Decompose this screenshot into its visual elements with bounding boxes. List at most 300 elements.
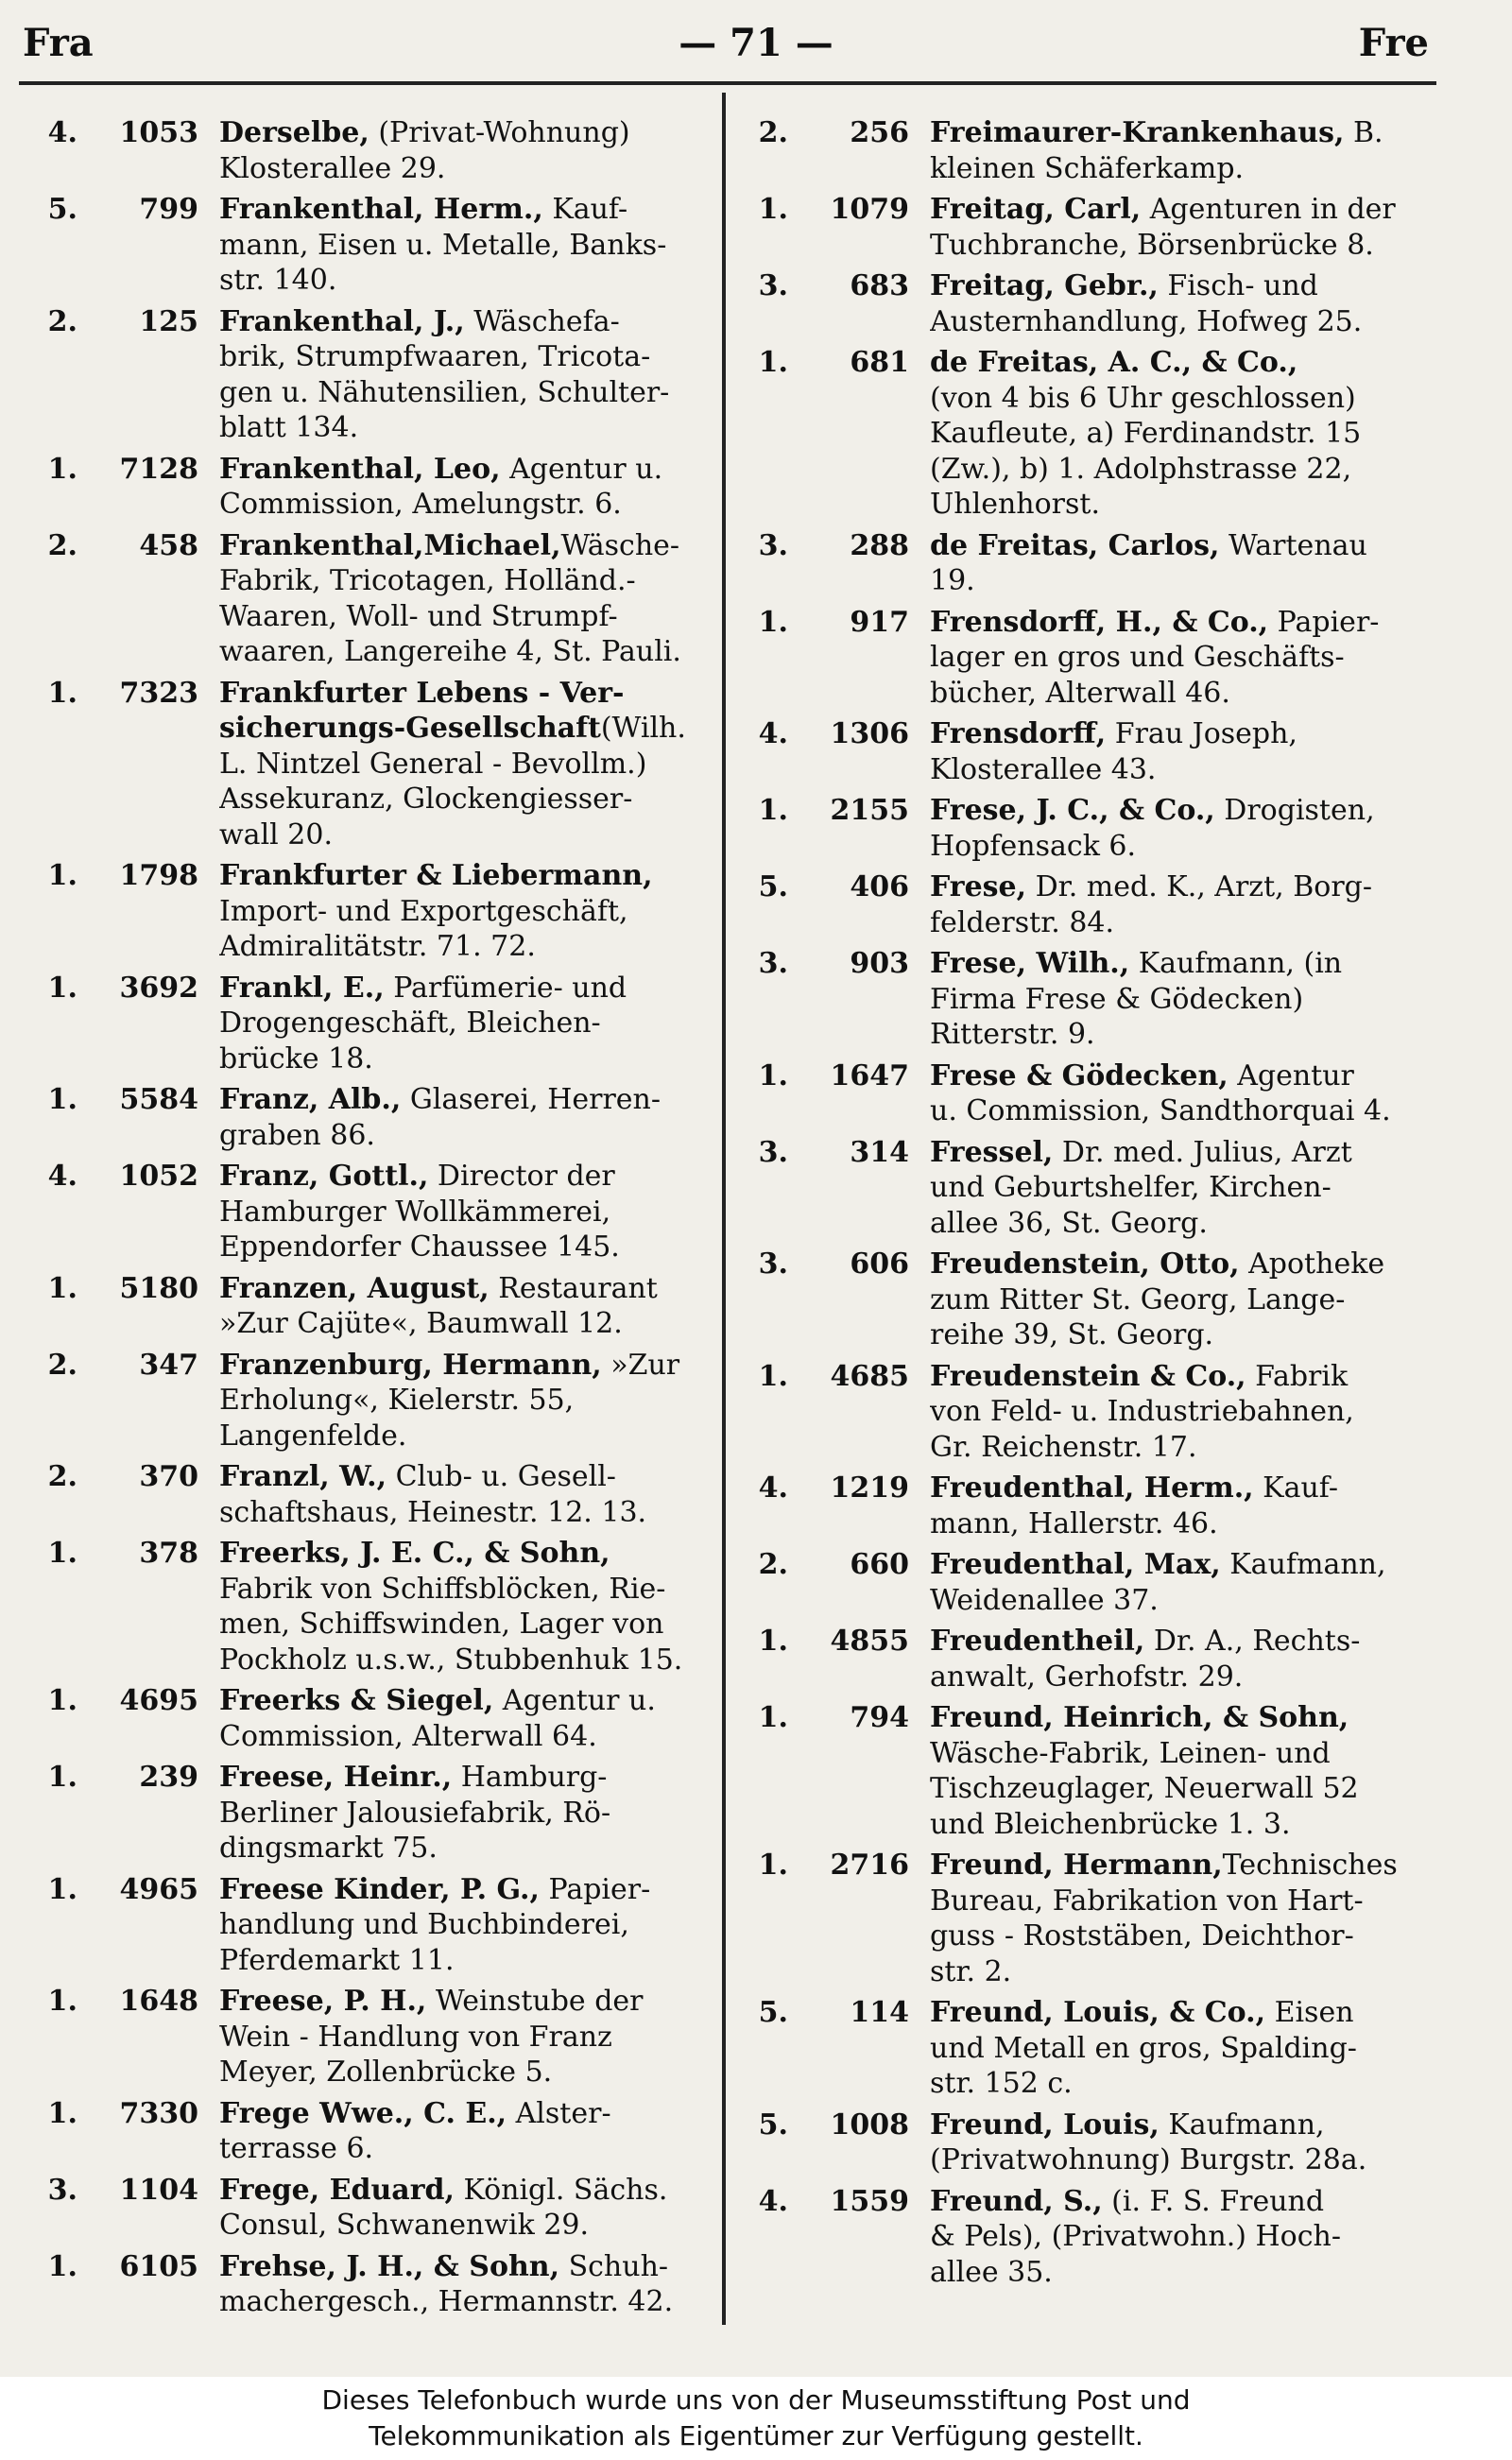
district-code: 1. bbox=[47, 1537, 77, 1570]
district-code: 2. bbox=[47, 1348, 77, 1382]
entry-line bbox=[43, 1118, 714, 1154]
entry-details: Hamburg- bbox=[452, 1761, 608, 1794]
entry-details: (Privat-Wohnung) bbox=[369, 116, 630, 149]
district-code: 2. bbox=[47, 1460, 77, 1493]
entry-text bbox=[219, 1041, 714, 1077]
entry-details: Frau Joseph, bbox=[1106, 717, 1297, 750]
entry-text bbox=[219, 1831, 714, 1867]
entry-line bbox=[754, 1170, 1453, 1206]
district-code: 1. bbox=[758, 794, 788, 827]
phone-number bbox=[43, 634, 219, 670]
entry-line bbox=[43, 1041, 714, 1077]
line-number: 114 bbox=[850, 1996, 909, 2029]
line-number: 458 bbox=[139, 528, 198, 562]
phone-number bbox=[43, 1536, 219, 1572]
district-code: 4. bbox=[758, 1471, 788, 1505]
entry-details: Parfümerie- und bbox=[384, 971, 627, 1005]
phone-number bbox=[754, 1700, 930, 1736]
entry-text bbox=[219, 192, 714, 228]
district-code: 5. bbox=[47, 193, 77, 226]
entry-line bbox=[43, 115, 714, 151]
entry-line bbox=[43, 2173, 714, 2209]
entry-details: und Bleichenbrücke 1. 3. bbox=[930, 1807, 1291, 1841]
entry-details: Hopfensack 6. bbox=[930, 829, 1137, 863]
entry-text bbox=[219, 1760, 714, 1796]
entry-details: Kaufmann, bbox=[1159, 2107, 1325, 2142]
entry-name: Freudenstein, Otto, bbox=[930, 1247, 1240, 1281]
directory-entry bbox=[43, 1348, 714, 1454]
entry-name: Franzenburg, Hermann, bbox=[219, 1348, 602, 1382]
line-number: 7323 bbox=[119, 676, 198, 710]
phone-number bbox=[754, 2184, 930, 2220]
entry-line bbox=[754, 752, 1453, 788]
entry-details: mann, Eisen u. Metalle, Banks- bbox=[219, 228, 667, 262]
district-code: 1. bbox=[758, 1849, 788, 1882]
entry-text bbox=[219, 339, 714, 375]
directory-entry bbox=[754, 1247, 1453, 1353]
phone-number bbox=[43, 1041, 219, 1077]
district-code: 4. bbox=[47, 1160, 77, 1193]
phone-number bbox=[43, 2131, 219, 2167]
phone-number bbox=[754, 304, 930, 340]
entry-text bbox=[930, 2066, 1453, 2102]
district-code: 1. bbox=[47, 2249, 77, 2283]
entry-line bbox=[754, 1583, 1453, 1619]
entry-line bbox=[754, 345, 1453, 381]
entry-details: u. Commission, Sandthorquai 4. bbox=[930, 1094, 1391, 1127]
entry-name: Freudenthal, Herm., bbox=[930, 1471, 1254, 1505]
entry-line bbox=[754, 1206, 1453, 1242]
phone-number bbox=[43, 1872, 219, 1908]
entry-details: und Geburtshelfer, Kirchen- bbox=[930, 1171, 1332, 1204]
entry-line bbox=[43, 929, 714, 965]
phone-number bbox=[754, 676, 930, 712]
line-number: 1053 bbox=[119, 116, 198, 149]
entry-text bbox=[930, 1471, 1453, 1506]
phone-number bbox=[754, 2255, 930, 2291]
district-code: 5. bbox=[758, 2107, 788, 2142]
district-code: 3. bbox=[758, 528, 788, 562]
entry-details: handlung und Buchbinderei, bbox=[219, 1908, 629, 1941]
entry-name: Frankl, E., bbox=[219, 971, 385, 1005]
entry-text bbox=[930, 381, 1453, 417]
entry-text bbox=[930, 1093, 1453, 1129]
entry-text bbox=[219, 375, 714, 411]
entry-text bbox=[219, 1419, 714, 1454]
entry-line bbox=[43, 858, 714, 894]
entry-name: Frankfurter Lebens - Ver- bbox=[219, 676, 625, 710]
district-code: 3. bbox=[758, 947, 788, 980]
entry-text bbox=[219, 1006, 714, 1041]
entry-text bbox=[930, 716, 1453, 752]
phone-number bbox=[43, 1118, 219, 1154]
line-number: 125 bbox=[139, 304, 198, 338]
entry-details: Klosterallee 43. bbox=[930, 752, 1157, 786]
entry-details: Schuh- bbox=[559, 2249, 669, 2283]
entry-text bbox=[930, 1547, 1453, 1583]
entry-text bbox=[219, 304, 714, 340]
entry-name: Freitag, Carl, bbox=[930, 193, 1142, 226]
entry-line bbox=[754, 115, 1453, 151]
directory-entry bbox=[754, 946, 1453, 1053]
entry-text bbox=[930, 2031, 1453, 2067]
line-number: 1306 bbox=[830, 717, 909, 750]
phone-number bbox=[754, 1624, 930, 1660]
entry-name: Franz, Alb., bbox=[219, 1083, 402, 1116]
entry-line bbox=[43, 676, 714, 712]
district-code: 1. bbox=[47, 859, 77, 892]
phone-number bbox=[754, 752, 930, 788]
entry-text bbox=[219, 817, 714, 853]
entry-name: Freese, Heinr., bbox=[219, 1761, 453, 1794]
entry-name: Franzl, W., bbox=[219, 1460, 387, 1493]
entry-details: Agenturen in der bbox=[1141, 193, 1396, 226]
entry-text bbox=[930, 676, 1453, 712]
entry-details: brik, Strumpfwaaren, Tricota- bbox=[219, 340, 651, 373]
entry-details: lager en gros und Geschäfts- bbox=[930, 641, 1345, 674]
phone-number bbox=[754, 946, 930, 982]
entry-details: terrasse 6. bbox=[219, 2132, 374, 2165]
header-left-catchword: Fra bbox=[23, 21, 94, 65]
phone-number bbox=[754, 1135, 930, 1171]
entry-text bbox=[219, 1495, 714, 1531]
entry-name: Freudenstein & Co., bbox=[930, 1359, 1246, 1393]
entry-line bbox=[754, 605, 1453, 641]
directory-entry bbox=[43, 2173, 714, 2244]
entry-details: Glaserei, Herren- bbox=[401, 1083, 661, 1116]
entry-line bbox=[754, 793, 1453, 829]
district-code: 4. bbox=[758, 717, 788, 750]
entry-line bbox=[43, 782, 714, 817]
line-number: 660 bbox=[850, 1548, 909, 1581]
entry-details: Dr. A., Rechts- bbox=[1144, 1625, 1361, 1658]
entry-text bbox=[930, 829, 1453, 865]
phone-number bbox=[43, 711, 219, 747]
entry-name: Freund, Heinrich, & Sohn, bbox=[930, 1701, 1349, 1734]
directory-entry bbox=[754, 1624, 1453, 1694]
phone-number bbox=[43, 2284, 219, 2320]
directory-entry bbox=[754, 1995, 1453, 2102]
entry-details: Kaufmann, (in bbox=[1129, 947, 1343, 980]
entry-name: Freudenthal, Max, bbox=[930, 1548, 1221, 1581]
district-code: 2. bbox=[47, 304, 77, 338]
phone-number bbox=[43, 1495, 219, 1531]
directory-entry bbox=[43, 1984, 714, 2090]
line-number: 406 bbox=[850, 870, 909, 903]
entry-line bbox=[43, 1872, 714, 1908]
entry-text bbox=[930, 2107, 1453, 2143]
entry-name: Derselbe, bbox=[219, 116, 369, 149]
directory-entry bbox=[754, 2184, 1453, 2291]
line-number: 683 bbox=[850, 269, 909, 302]
entry-line bbox=[754, 2255, 1453, 2291]
directory-entry bbox=[43, 452, 714, 523]
entry-text bbox=[219, 1796, 714, 1832]
entry-line bbox=[43, 1760, 714, 1796]
entry-line bbox=[754, 1017, 1453, 1053]
phone-number bbox=[754, 487, 930, 523]
entry-line bbox=[754, 1624, 1453, 1660]
phone-number bbox=[43, 971, 219, 1006]
district-code: 1. bbox=[47, 1271, 77, 1305]
entry-text bbox=[219, 1572, 714, 1608]
phone-number bbox=[43, 929, 219, 965]
phone-number bbox=[754, 1017, 930, 1053]
entry-text bbox=[930, 563, 1453, 599]
district-code: 1. bbox=[758, 193, 788, 226]
directory-entry bbox=[43, 1271, 714, 1342]
phone-number bbox=[754, 1506, 930, 1542]
entry-text bbox=[930, 869, 1453, 905]
entry-details: Technisches bbox=[1222, 1849, 1398, 1882]
entry-line bbox=[43, 304, 714, 340]
phone-number bbox=[754, 716, 930, 752]
entry-text bbox=[930, 115, 1453, 151]
footer-notice bbox=[0, 2377, 1512, 2460]
entry-text bbox=[219, 263, 714, 299]
phone-number bbox=[43, 1383, 219, 1419]
district-code: 2. bbox=[47, 528, 77, 562]
entry-details: anwalt, Gerhofstr. 29. bbox=[930, 1660, 1244, 1694]
entry-details: Kaufleute, a) Ferdinandstr. 15 bbox=[930, 417, 1362, 450]
directory-entry bbox=[43, 676, 714, 853]
line-number: 4685 bbox=[830, 1359, 909, 1393]
entry-text bbox=[930, 1247, 1453, 1282]
directory-entry bbox=[754, 1359, 1453, 1466]
entry-line bbox=[43, 2020, 714, 2056]
district-code: 3. bbox=[758, 1135, 788, 1169]
district-code: 1. bbox=[758, 1625, 788, 1658]
phone-number bbox=[43, 599, 219, 635]
entry-details: Fabrik bbox=[1246, 1359, 1349, 1393]
entry-details: felderstr. 84. bbox=[930, 905, 1115, 939]
right-column bbox=[754, 115, 1453, 2296]
phone-number bbox=[43, 151, 219, 187]
line-number: 7330 bbox=[119, 2096, 198, 2130]
entry-text bbox=[930, 1359, 1453, 1395]
entry-name: Freerks & Siegel, bbox=[219, 1684, 494, 1717]
phone-number bbox=[43, 1984, 219, 2020]
entry-line bbox=[43, 1082, 714, 1118]
entry-text bbox=[219, 1383, 714, 1419]
phone-number bbox=[43, 782, 219, 817]
entry-details: Dr. med. Julius, Arzt bbox=[1053, 1135, 1352, 1169]
entry-details: (Wilh. bbox=[600, 712, 686, 745]
entry-text bbox=[930, 1430, 1453, 1466]
line-number: 4965 bbox=[119, 1872, 198, 1906]
entry-line bbox=[43, 1536, 714, 1572]
entry-line bbox=[754, 1247, 1453, 1282]
entry-details: mann, Hallerstr. 46. bbox=[930, 1506, 1218, 1540]
entry-text bbox=[930, 192, 1453, 228]
phone-number bbox=[754, 1317, 930, 1353]
phone-number bbox=[754, 1093, 930, 1129]
footer-line-1: Dieses Telefonbuch wurde uns von der Museumsstiftung Post und bbox=[321, 2384, 1191, 2416]
entry-name: Freund, Louis, bbox=[930, 2107, 1160, 2142]
phone-number bbox=[43, 1159, 219, 1195]
district-code: 5. bbox=[758, 870, 788, 903]
entry-details: Admiralitätstr. 71. 72. bbox=[219, 930, 536, 963]
entry-details: bücher, Alterwall 46. bbox=[930, 676, 1230, 710]
entry-text bbox=[219, 634, 714, 670]
entry-line bbox=[43, 228, 714, 264]
entry-text bbox=[930, 640, 1453, 676]
line-number: 4855 bbox=[830, 1625, 909, 1658]
phone-number bbox=[754, 1430, 930, 1466]
phone-number bbox=[754, 1771, 930, 1807]
entry-name: Freese Kinder, P. G., bbox=[219, 1872, 540, 1906]
directory-entry bbox=[754, 268, 1453, 339]
phone-number bbox=[754, 793, 930, 829]
entry-details: Consul, Schwanenwik 29. bbox=[219, 2209, 590, 2242]
entry-details: Erholung«, Kielerstr. 55, bbox=[219, 1384, 575, 1417]
phone-number bbox=[754, 1848, 930, 1884]
phone-number bbox=[43, 192, 219, 228]
district-code: 1. bbox=[758, 1359, 788, 1393]
entry-details: Tuchbranche, Börsenbrücke 8. bbox=[930, 228, 1374, 262]
entry-line bbox=[754, 1771, 1453, 1807]
entry-text bbox=[930, 416, 1453, 452]
entry-text bbox=[219, 2208, 714, 2244]
phone-number bbox=[754, 1583, 930, 1619]
line-number: 6105 bbox=[119, 2249, 198, 2283]
entry-text bbox=[930, 268, 1453, 304]
phone-number bbox=[754, 2107, 930, 2143]
entry-line bbox=[43, 452, 714, 488]
entry-text bbox=[219, 1159, 714, 1195]
phone-number bbox=[43, 2096, 219, 2132]
entry-line bbox=[754, 1359, 1453, 1395]
entry-line bbox=[43, 410, 714, 446]
entry-line bbox=[43, 1796, 714, 1832]
entry-details: Import- und Exportgeschäft, bbox=[219, 894, 628, 928]
directory-entry bbox=[754, 192, 1453, 263]
entry-details: Club- u. Gesell- bbox=[387, 1460, 616, 1493]
entry-name: Frensdorff, H., & Co., bbox=[930, 605, 1269, 639]
phone-number bbox=[43, 1572, 219, 1608]
entry-details: Apotheke bbox=[1239, 1247, 1385, 1281]
directory-entry bbox=[43, 858, 714, 965]
directory-entry bbox=[43, 2249, 714, 2320]
entry-line bbox=[43, 1607, 714, 1643]
entry-line bbox=[754, 1093, 1453, 1129]
entry-line bbox=[754, 1506, 1453, 1542]
entry-line bbox=[43, 1159, 714, 1195]
phone-number bbox=[43, 115, 219, 151]
left-column bbox=[43, 115, 714, 2326]
directory-entry bbox=[43, 1459, 714, 1530]
entry-text bbox=[930, 752, 1453, 788]
entry-name: de Freitas, A. C., & Co., bbox=[930, 346, 1298, 379]
entry-details: Weinstube der bbox=[426, 1985, 644, 2018]
phone-number bbox=[43, 2249, 219, 2285]
directory-entry bbox=[754, 869, 1453, 940]
phone-number bbox=[754, 2219, 930, 2255]
entry-line bbox=[754, 2066, 1453, 2102]
entry-details: Dr. med. K., Arzt, Borg- bbox=[1026, 870, 1373, 903]
entry-line bbox=[754, 869, 1453, 905]
entry-name: Frese, J. C., & Co., bbox=[930, 794, 1215, 827]
entry-details: Ritterstr. 9. bbox=[930, 1018, 1095, 1051]
entry-line bbox=[43, 2096, 714, 2132]
entry-details: Königl. Sächs. bbox=[454, 2173, 668, 2207]
phone-number bbox=[43, 1719, 219, 1755]
directory-entry bbox=[754, 1135, 1453, 1242]
entry-details: Klosterallee 29. bbox=[219, 151, 446, 185]
entry-text bbox=[930, 1884, 1453, 1919]
entry-details: Papier- bbox=[539, 1872, 651, 1906]
phone-number bbox=[43, 1006, 219, 1041]
phone-number bbox=[43, 858, 219, 894]
line-number: 681 bbox=[850, 346, 909, 379]
entry-details: Pferdemarkt 11. bbox=[219, 1943, 455, 1977]
phone-number bbox=[754, 1807, 930, 1843]
entry-line bbox=[43, 487, 714, 523]
entry-line bbox=[43, 1572, 714, 1608]
district-code: 2. bbox=[758, 116, 788, 149]
entry-line bbox=[43, 1383, 714, 1419]
entry-line bbox=[754, 2219, 1453, 2255]
district-code: 1. bbox=[47, 1083, 77, 1116]
entry-text bbox=[219, 971, 714, 1006]
line-number: 1559 bbox=[830, 2184, 909, 2218]
entry-details: Eppendorfer Chaussee 145. bbox=[219, 1230, 620, 1264]
phone-number bbox=[754, 869, 930, 905]
district-code: 4. bbox=[758, 2184, 788, 2218]
footer-line-2: Telekommunikation als Eigentümer zur Verfügung gestellt. bbox=[369, 2420, 1143, 2451]
phone-number bbox=[754, 416, 930, 452]
line-number: 256 bbox=[850, 116, 909, 149]
entry-details: Drogengeschäft, Bleichen- bbox=[219, 1006, 601, 1040]
entry-details: Kaufmann, bbox=[1220, 1548, 1386, 1581]
entry-name: Freund, Hermann, bbox=[930, 1849, 1223, 1882]
district-code: 4. bbox=[47, 116, 77, 149]
entry-text bbox=[930, 1660, 1453, 1695]
directory-entry bbox=[43, 1872, 714, 1979]
entry-text bbox=[219, 1643, 714, 1678]
directory-entry bbox=[43, 971, 714, 1077]
entry-line bbox=[754, 563, 1453, 599]
entry-line bbox=[754, 151, 1453, 187]
phone-number bbox=[43, 339, 219, 375]
entry-name: Franzen, August, bbox=[219, 1271, 490, 1305]
phone-number bbox=[43, 1796, 219, 1832]
district-code: 1. bbox=[47, 676, 77, 710]
entry-name: Freitag, Gebr., bbox=[930, 269, 1159, 302]
entry-text bbox=[219, 1719, 714, 1755]
phone-number bbox=[43, 1348, 219, 1384]
directory-entry bbox=[754, 2107, 1453, 2178]
phone-number bbox=[754, 1954, 930, 1990]
entry-line bbox=[43, 817, 714, 853]
entry-text bbox=[930, 1394, 1453, 1430]
entry-details: Agentur u. bbox=[500, 452, 663, 486]
entry-text bbox=[930, 1848, 1453, 1884]
entry-details: graben 86. bbox=[219, 1118, 375, 1152]
entry-line bbox=[754, 1736, 1453, 1772]
entry-line bbox=[754, 905, 1453, 941]
district-code: 5. bbox=[758, 1996, 788, 2029]
entry-text bbox=[219, 1348, 714, 1384]
entry-line bbox=[754, 1807, 1453, 1843]
entry-text bbox=[219, 2249, 714, 2285]
directory-entry bbox=[754, 1700, 1453, 1842]
phone-number bbox=[43, 747, 219, 783]
line-number: 2716 bbox=[830, 1849, 909, 1882]
entry-details: Eisen bbox=[1265, 1996, 1354, 2029]
entry-details: 19. bbox=[930, 564, 975, 597]
entry-text bbox=[219, 1082, 714, 1118]
